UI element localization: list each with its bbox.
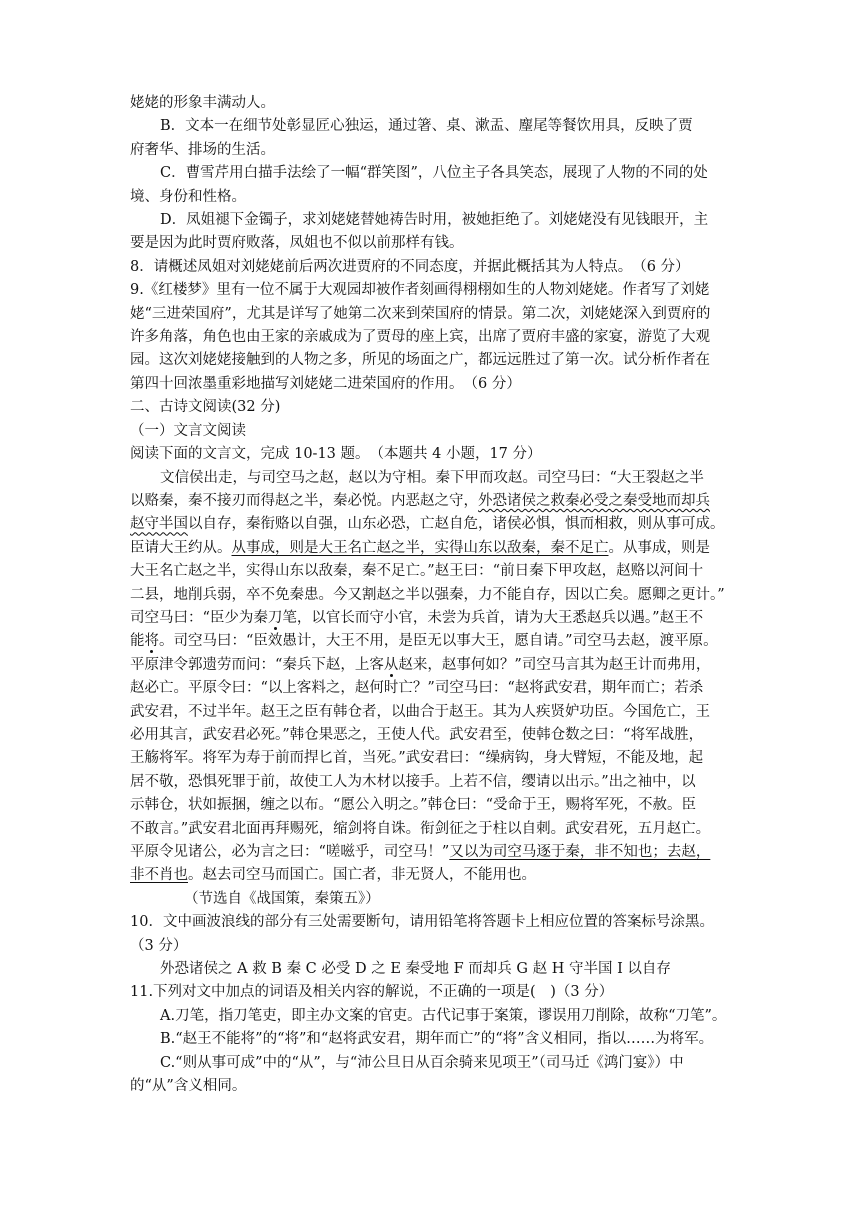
passage-text: 。赵去司空马而国亡。国亡者，非无贤人，不能用也。 bbox=[188, 867, 536, 884]
question-8: 8．请概述凤姐对刘姥姥前后两次进贾府的不同态度，并据此概括其为人特点。 （6 分） bbox=[130, 258, 690, 275]
passage-text: 臣请大王约从。 bbox=[130, 539, 232, 556]
passage-line: 示韩仓，状如振捆，缠之以布。“愿公入明之。”韩仓曰：“受命于王，赐将军死，不赦。臣 bbox=[130, 797, 696, 814]
text-line: 的“从”含义相同。 bbox=[130, 1078, 247, 1095]
wavy-underlined-text: 外恐诸侯之救秦必受之秦受地而却兵 bbox=[478, 492, 710, 509]
passage-text: 。从事成，则是 bbox=[608, 539, 710, 556]
option-c: C．曹雪芹用白描手法绘了一幅“群笑图”，八位主子各具笑态，展现了人物的不同的处 bbox=[160, 165, 708, 182]
text-line: 府奢华、排场的生活。 bbox=[130, 141, 275, 158]
passage-text: 能 bbox=[130, 633, 145, 650]
dotted-word: 将 bbox=[144, 633, 159, 650]
text-line: 第四十回浓墨重彩地描写刘姥姥二进荣国府的作用。 （6 分） bbox=[130, 375, 521, 392]
wavy-underlined-text: 赵守半国 bbox=[130, 516, 188, 533]
underlined-text: 从事成，则是大王名亡赵之半，实得山东以敌秦，秦不足亡 bbox=[231, 539, 609, 556]
questions bbox=[130, 911, 730, 1098]
passage-line: 王觞将军。将军为寿于前而捍匕首，当死。”武安君曰：“缲病钩，身大臂短，不能及地，起 bbox=[130, 750, 704, 767]
passage-line: 居不敬，恐惧死罪于前，故使工人为木材以接手。上若不信，缨请以出示。”出之袖中，以 bbox=[130, 773, 696, 790]
option-b: B．文本一在细节处彰显匠心独运，通过箸、桌、漱盂、麈尾等餐饮用具，反映了贾 bbox=[160, 118, 693, 135]
option-d: D．凤姐褪下金镯子，求刘姥姥替她祷告时用，被她拒绝了。刘姥姥没有见钱眼开，主 bbox=[160, 212, 709, 229]
text-line: 境、身份和性格。 bbox=[130, 188, 246, 205]
passage-text: 平原令见诸公，必为言之曰：“嗟嗞乎，司空马！” bbox=[130, 844, 450, 860]
question-11: 11.下列对文中加点的词语及相关内容的解说，不正确的一项是( )（3 分） bbox=[130, 984, 614, 1001]
passage-text: 。司空马曰：“臣效愚计，大王不用，是臣无以事大王，愿自请。”司空马去赵，渡平原。 bbox=[159, 633, 718, 650]
question-11-option-b: B.“赵王不能将”的“将”和“赵将武安君，期年而亡”的“将”含义相同，指以……为将军。 bbox=[160, 1031, 714, 1048]
dotted-word: 从 bbox=[383, 656, 399, 673]
question-10-score: （3 分） bbox=[130, 937, 188, 954]
passage-text: 笔，以官长而守小官，未尝为兵首，请为大王悉赵兵以遇。”赵王不 bbox=[282, 609, 704, 626]
passage-line bbox=[130, 513, 730, 536]
text-line: 许多角落，角色也由王家的亲戚成为了贾母的座上宾，出席了贾府丰盛的家宴，游览了大观 bbox=[130, 329, 710, 346]
exam-page bbox=[130, 92, 730, 1098]
passage-line: 必用其言，武安君必死。”韩仓果恶之，王使人代。武安君至，使韩仓数之曰：“将军战胜， bbox=[130, 726, 704, 743]
passage-text: 司空马曰：“臣少为秦 bbox=[130, 609, 268, 626]
dotted-word: 刀 bbox=[267, 609, 283, 626]
text-line: 要是因为此时贾府败落，凤姐也不似以前那样有钱。 bbox=[130, 235, 464, 252]
passage-line: 二县，地削兵弱，卒不免秦患。今又割赵之半以强秦，力不能自存，因以亡矣。愿卿之更计。” bbox=[130, 586, 725, 603]
passage-line bbox=[130, 630, 730, 653]
text-line: 园。这次刘姥姥接触到的人物之多，所见的场面之广，都远远胜过了第一次。试分析作者在 bbox=[130, 352, 710, 369]
passage-text: 平原津令郭遗劳而问：“秦兵下赵，上客 bbox=[130, 656, 384, 673]
passage-line bbox=[130, 607, 730, 630]
passage-line: 赵必亡。平原令曰：“以上客料之，赵何时亡？”司空马曰：“赵将武安君，期年而亡；若杀 bbox=[130, 680, 704, 697]
passage-line: 武安君，不过半年。赵王之臣有韩仓者，以曲合于赵王。其为人疾贤妒功臣。今国危亡，王 bbox=[130, 703, 710, 720]
passage-line: 文信侯出走，与司空马之赵，赵以为守相。秦下甲而攻赵。司空马曰：“大王裂赵之半 bbox=[160, 469, 704, 486]
question-10: 10．文中画波浪线的部分有三处需要断句，请用铅笔将答题卡上相应位置的答案标号涂黑。 bbox=[130, 914, 714, 931]
reading-instruction: 阅读下面的文言文，完成 10-13 题。 （本题共 4 小题，17 分） bbox=[130, 446, 542, 463]
passage-line bbox=[130, 864, 730, 887]
classical-passage bbox=[130, 467, 730, 912]
passage-line: 不敢言。”武安君北面再拜赐死，缩剑将自诛。衔剑征之于柱以自刺。武安君死，五月赵亡。 bbox=[130, 820, 711, 837]
passage-line bbox=[130, 537, 730, 560]
passage-line bbox=[130, 654, 730, 677]
passage-line bbox=[130, 490, 730, 513]
passage-text: 赵来，赵事何如？”司空马言其为赵王计而弗用， bbox=[398, 656, 711, 673]
passage-line: 大王名亡赵之半，实得山东以敌秦，秦不足亡。”赵王曰：“前日秦下甲攻赵，赵赂以河间十 bbox=[130, 563, 704, 580]
text-line: 姥“三进荣国府”，尤其是详写了她第二次来到荣国府的情景。第二次，刘姥姥深入到贾府的 bbox=[130, 305, 711, 322]
question-10-options: 外恐诸侯之 A 救 B 秦 C 必受 D 之 E 秦受地 F 而却兵 G 赵 H 守半国 I 以自存 bbox=[160, 961, 671, 978]
underlined-text: 非不肖也 bbox=[130, 867, 188, 884]
question-11-option-c: C.“则从事可成”中的“从”，与“沛公旦日从百余骑来见项王”（司马迁《鸿门宴》）中 bbox=[160, 1054, 684, 1071]
underlined-text: 又以为司空马逐于秦，非不知也；去赵， bbox=[449, 844, 711, 860]
passage-line bbox=[130, 841, 730, 864]
section-heading: 二、古诗文阅读(32 分) bbox=[130, 399, 281, 416]
passage-text: 以自存，秦衔赂以自强，山东必恐，亡赵自危，诸侯必惧，惧而相救，则从事可成。 bbox=[188, 516, 725, 533]
question-9: 9.《红楼梦》里有一位不属于大观园却被作者刻画得栩栩如生的人物刘姥姥。作者写了刘姥 bbox=[130, 282, 710, 299]
subsection-heading: （一）文言文阅读 bbox=[130, 422, 246, 439]
passage-text: 以赂秦，秦不接刃而得赵之半，秦必悦。内恶赵之守， bbox=[130, 492, 478, 509]
passage-source: （节选自《战国策，秦策五》） bbox=[184, 890, 380, 907]
question-11-option-a: A.刀笔，指刀笔吏，即主办文案的官吏。古代记事于案策，谬误用刀削除，故称“刀笔”。 bbox=[160, 1007, 727, 1024]
text-line: 姥姥的形象丰满动人。 bbox=[130, 95, 275, 111]
